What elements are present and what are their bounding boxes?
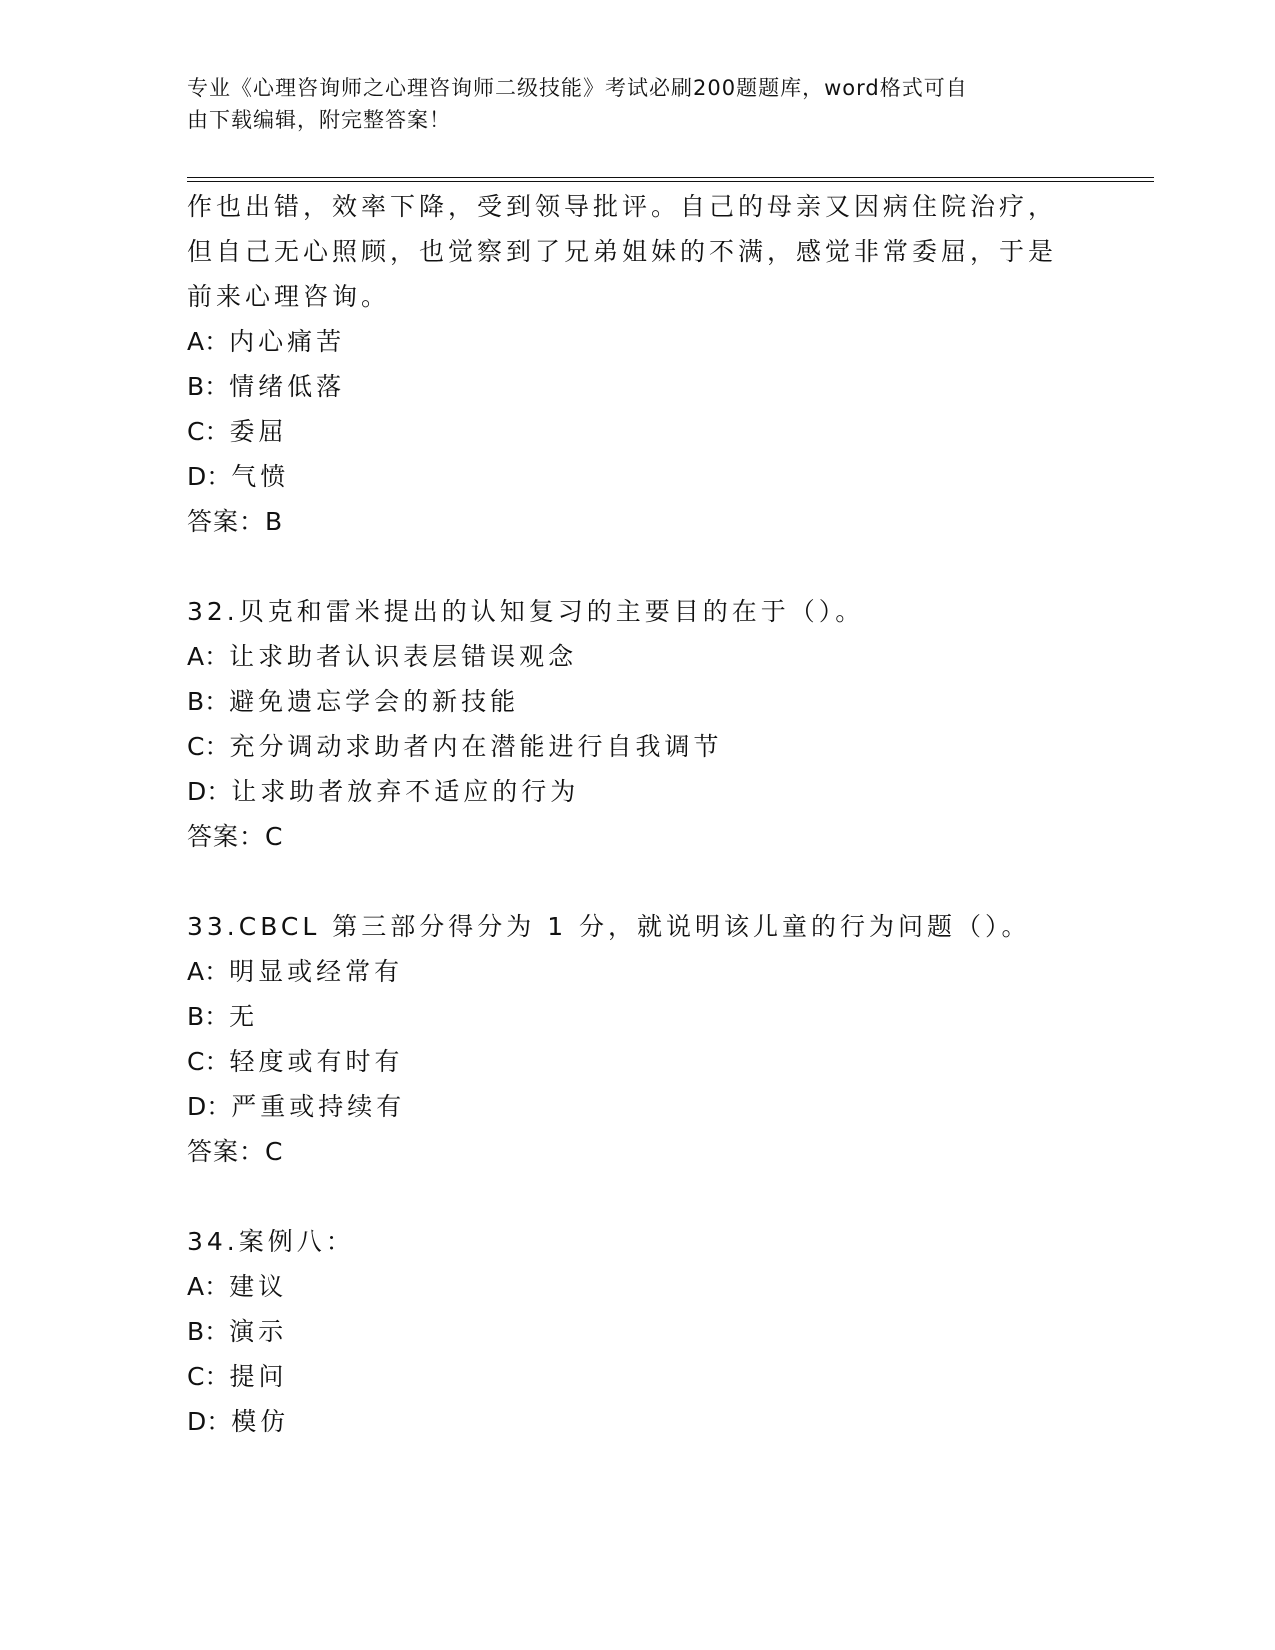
option-text: 内心痛苦 bbox=[229, 327, 346, 356]
option-text: 让求助者认识表层错误观念 bbox=[229, 642, 578, 671]
option-text: 无 bbox=[229, 1002, 259, 1031]
option-text: 严重或持续有 bbox=[231, 1092, 406, 1121]
option-text: 建议 bbox=[229, 1272, 288, 1301]
option-b bbox=[187, 1315, 287, 1349]
option-text: 提问 bbox=[229, 1362, 288, 1391]
option-d bbox=[187, 775, 579, 809]
option-text: 充分调动求助者内在潜能进行自我调节 bbox=[229, 732, 723, 761]
option-label: B： bbox=[187, 372, 230, 401]
option-label: C： bbox=[187, 1047, 230, 1076]
option-label: D： bbox=[187, 1092, 232, 1121]
answer: 答案：C bbox=[187, 822, 284, 851]
option-a bbox=[187, 640, 577, 674]
option-d bbox=[187, 1090, 405, 1124]
option-label: B： bbox=[187, 1317, 230, 1346]
option-label: B： bbox=[187, 687, 230, 716]
continuation-line-3: 前来心理咨询。 bbox=[187, 282, 391, 311]
option-text: 情绪低落 bbox=[229, 372, 346, 401]
option-text: 让求助者放弃不适应的行为 bbox=[231, 777, 580, 806]
option-text: 演示 bbox=[229, 1317, 288, 1346]
option-b bbox=[187, 370, 345, 404]
option-a bbox=[187, 955, 403, 989]
option-text: 气愤 bbox=[231, 462, 290, 491]
option-label: C： bbox=[187, 417, 230, 446]
option-text: 避免遗忘学会的新技能 bbox=[229, 687, 520, 716]
question-stem: 32.贝克和雷米提出的认知复习的主要目的在于（）。 bbox=[187, 597, 865, 626]
page-header bbox=[187, 72, 1067, 136]
option-c bbox=[187, 415, 287, 449]
option-label: D： bbox=[187, 777, 232, 806]
header-rule-bottom bbox=[187, 181, 1154, 182]
option-text: 委屈 bbox=[229, 417, 288, 446]
option-label: C： bbox=[187, 1362, 230, 1391]
header-line-2: 由下载编辑，附完整答案！ bbox=[187, 108, 451, 132]
option-label: B： bbox=[187, 1002, 230, 1031]
option-label: D： bbox=[187, 1407, 232, 1436]
option-d bbox=[187, 460, 289, 494]
option-label: D： bbox=[187, 462, 232, 491]
option-c bbox=[187, 1360, 287, 1394]
question-stem: 34.案例八： bbox=[187, 1227, 355, 1256]
option-d bbox=[187, 1405, 289, 1439]
option-text: 模仿 bbox=[231, 1407, 290, 1436]
option-label: A： bbox=[187, 327, 230, 356]
answer: 答案：B bbox=[187, 507, 284, 536]
option-label: C： bbox=[187, 732, 230, 761]
answer: 答案：C bbox=[187, 1137, 284, 1166]
option-label: A： bbox=[187, 957, 230, 986]
option-b bbox=[187, 685, 519, 719]
question-stem: 33.CBCL 第三部分得分为 1 分，就说明该儿童的行为问题（）。 bbox=[187, 912, 1031, 941]
header-rule-top bbox=[187, 177, 1154, 178]
option-c bbox=[187, 1045, 403, 1079]
option-label: A： bbox=[187, 1272, 230, 1301]
option-b bbox=[187, 1000, 258, 1034]
option-text: 明显或经常有 bbox=[229, 957, 404, 986]
option-text: 轻度或有时有 bbox=[229, 1047, 404, 1076]
option-a bbox=[187, 1270, 287, 1304]
continuation-line-1: 作也出错，效率下降，受到领导批评。自己的母亲又因病住院治疗， bbox=[187, 192, 1058, 221]
option-a bbox=[187, 325, 345, 359]
option-c bbox=[187, 730, 722, 764]
header-line-1: 专业《心理咨询师之心理咨询师二级技能》考试必刷200题题库，word格式可自 bbox=[187, 76, 968, 100]
option-label: A： bbox=[187, 642, 230, 671]
continuation-line-2: 但自己无心照顾，也觉察到了兄弟姐妹的不满，感觉非常委屈，于是 bbox=[187, 237, 1058, 266]
